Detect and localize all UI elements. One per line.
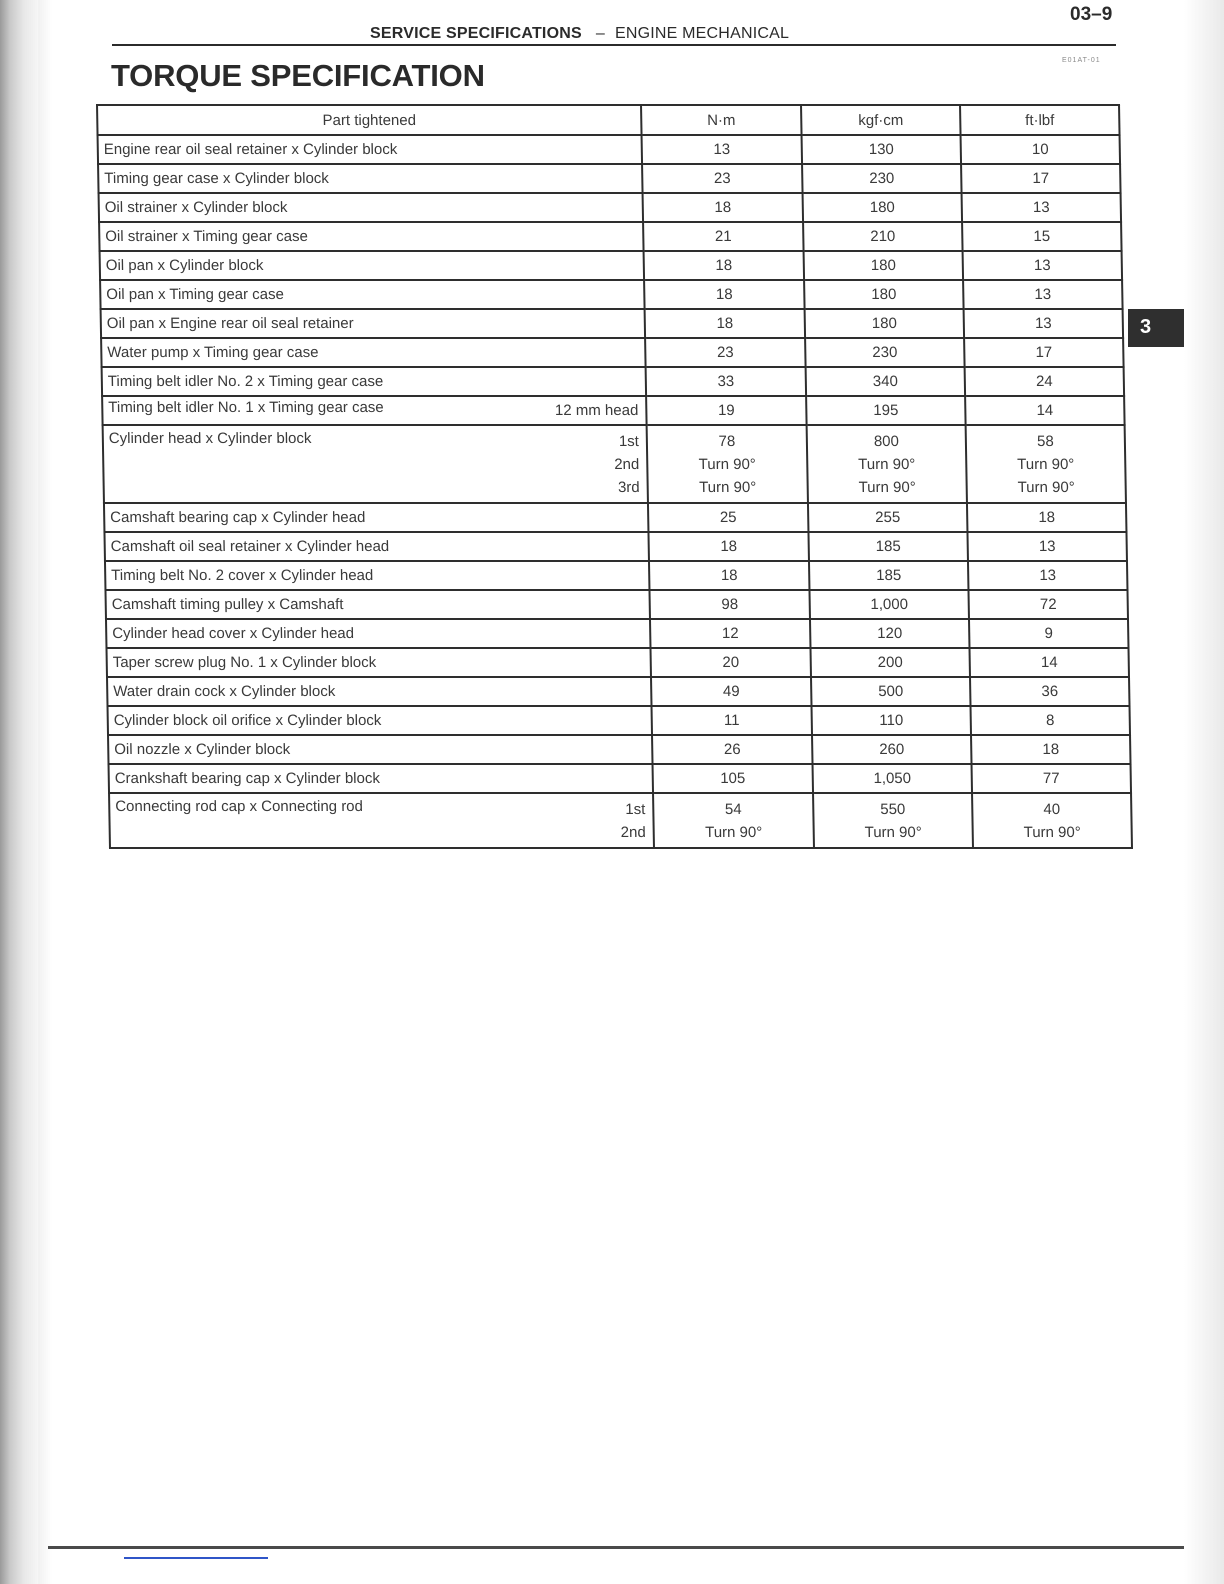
part-note-list bbox=[614, 430, 640, 499]
part-cell bbox=[105, 590, 650, 619]
part-cell bbox=[103, 425, 648, 503]
nm-value-cell bbox=[646, 367, 807, 396]
part-cell bbox=[98, 164, 643, 193]
part-name: Camshaft oil seal retainer x Cylinder head bbox=[110, 538, 390, 555]
torque-value: 210 bbox=[870, 228, 896, 245]
part-name: Connecting rod cap x Connecting rod bbox=[115, 798, 364, 815]
torque-value: 23 bbox=[716, 344, 734, 361]
table-row bbox=[101, 309, 1124, 338]
part-cell-content bbox=[104, 170, 634, 187]
part-cell bbox=[102, 396, 647, 425]
column-header-nm: N·m bbox=[641, 105, 802, 135]
nm-value-cell bbox=[646, 396, 807, 425]
part-name: Camshaft timing pulley x Camshaft bbox=[111, 596, 344, 613]
torque-value: 550 bbox=[880, 801, 906, 818]
part-cell-content bbox=[106, 257, 636, 274]
part-cell bbox=[101, 338, 646, 367]
part-cell bbox=[104, 532, 649, 561]
ft-lbf-value-cell bbox=[970, 677, 1130, 706]
nm-value-cell bbox=[648, 532, 809, 561]
kgf-cm-value-cell bbox=[813, 793, 973, 848]
ft-lbf-value-cell bbox=[968, 590, 1128, 619]
torque-value: 21 bbox=[714, 228, 732, 245]
footer-blue-mark bbox=[124, 1557, 268, 1559]
part-name: Cylinder head x Cylinder block bbox=[108, 430, 312, 447]
torque-value: 120 bbox=[877, 625, 903, 642]
nm-value-cell bbox=[645, 309, 806, 338]
part-name: Engine rear oil seal retainer x Cylinder block bbox=[103, 141, 398, 158]
ft-lbf-value-cell bbox=[969, 648, 1129, 677]
part-note-list bbox=[555, 399, 639, 422]
kgf-cm-value-cell bbox=[811, 677, 971, 706]
ft-lbf-value-cell bbox=[964, 338, 1124, 367]
torque-value: 180 bbox=[871, 286, 897, 303]
table-row bbox=[106, 648, 1129, 677]
document-code: E01AT-01 bbox=[1062, 57, 1101, 64]
kgf-cm-value-cell bbox=[810, 619, 970, 648]
torque-value: 13 bbox=[1032, 199, 1050, 216]
torque-value: 18 bbox=[720, 567, 738, 584]
part-name: Cylinder head cover x Cylinder head bbox=[112, 625, 355, 642]
part-cell-content bbox=[115, 770, 645, 787]
part-cell bbox=[99, 193, 644, 222]
torque-value: 13 bbox=[1038, 538, 1056, 555]
table-row bbox=[106, 619, 1129, 648]
torque-value: 230 bbox=[869, 170, 895, 187]
nm-value-cell bbox=[648, 503, 809, 532]
nm-value-cell bbox=[649, 561, 810, 590]
part-cell-content bbox=[110, 509, 640, 526]
torque-value: Turn 90° bbox=[858, 456, 916, 473]
torque-value: Turn 90° bbox=[858, 479, 916, 496]
part-cell-content bbox=[112, 596, 642, 613]
torque-value: 33 bbox=[717, 373, 735, 390]
ft-lbf-value-cell bbox=[962, 222, 1122, 251]
table-header-row bbox=[97, 105, 1120, 135]
table-row bbox=[108, 706, 1131, 735]
part-cell bbox=[100, 251, 645, 280]
page-number: 03–9 bbox=[1070, 4, 1113, 25]
part-cell bbox=[101, 309, 646, 338]
torque-value: 17 bbox=[1032, 170, 1050, 187]
torque-value: 8 bbox=[1045, 712, 1055, 729]
ft-lbf-value-cell bbox=[972, 793, 1132, 848]
nm-value-cell bbox=[647, 425, 808, 503]
torque-value: 230 bbox=[872, 344, 898, 361]
table-body bbox=[98, 135, 1132, 848]
torque-value: 24 bbox=[1035, 373, 1053, 390]
part-name: Timing belt idler No. 2 x Timing gear case bbox=[107, 373, 384, 390]
part-cell bbox=[107, 677, 652, 706]
part-cell bbox=[106, 619, 651, 648]
kgf-cm-value-cell bbox=[805, 338, 965, 367]
table-row bbox=[102, 396, 1125, 425]
kgf-cm-value-cell bbox=[803, 222, 963, 251]
table-row bbox=[99, 222, 1122, 251]
nm-value-cell bbox=[644, 280, 805, 309]
torque-value: 13 bbox=[1034, 315, 1052, 332]
ft-lbf-value-cell bbox=[963, 280, 1123, 309]
table-row bbox=[100, 251, 1123, 280]
table-row bbox=[109, 764, 1132, 793]
kgf-cm-value-cell bbox=[807, 425, 967, 503]
nm-value-cell bbox=[653, 764, 814, 793]
torque-value: 49 bbox=[722, 683, 740, 700]
kgf-cm-value-cell bbox=[802, 135, 962, 164]
nm-value-cell bbox=[650, 648, 811, 677]
torque-value: 13 bbox=[1039, 567, 1057, 584]
part-name: Oil pan x Timing gear case bbox=[106, 286, 285, 303]
torque-value: 12 bbox=[721, 625, 739, 642]
part-name: Timing belt idler No. 1 x Timing gear case bbox=[108, 399, 384, 416]
torque-value: 15 bbox=[1033, 228, 1051, 245]
torque-value: 36 bbox=[1041, 683, 1059, 700]
torque-value: 800 bbox=[873, 433, 900, 450]
page-edge-shading bbox=[38, 0, 52, 1584]
ft-lbf-value-cell bbox=[963, 251, 1123, 280]
part-cell bbox=[108, 706, 653, 735]
table-row bbox=[105, 590, 1128, 619]
ft-lbf-value-cell bbox=[968, 561, 1128, 590]
nm-value-cell bbox=[650, 619, 811, 648]
torque-value: 98 bbox=[721, 596, 739, 613]
nm-value-cell bbox=[643, 193, 804, 222]
section-tab: 3 bbox=[1128, 309, 1184, 347]
nm-value-cell bbox=[652, 735, 813, 764]
part-cell-content bbox=[107, 344, 637, 361]
part-cell-content bbox=[105, 228, 635, 245]
kgf-cm-value-cell bbox=[802, 164, 962, 193]
part-cell bbox=[109, 793, 654, 848]
part-name: Oil pan x Engine rear oil seal retainer bbox=[106, 315, 354, 332]
torque-value: 18 bbox=[1038, 509, 1056, 526]
table-row bbox=[98, 135, 1121, 164]
kgf-cm-value-cell bbox=[808, 503, 968, 532]
torque-value: 200 bbox=[877, 654, 903, 671]
part-cell-content bbox=[104, 141, 634, 158]
torque-value: 18 bbox=[715, 257, 733, 274]
table-row bbox=[102, 367, 1125, 396]
part-cell-content bbox=[105, 199, 635, 216]
torque-value: 18 bbox=[716, 315, 734, 332]
part-cell bbox=[102, 367, 647, 396]
table-row bbox=[104, 503, 1127, 532]
part-cell-content bbox=[111, 538, 641, 555]
torque-value: 20 bbox=[722, 654, 740, 671]
torque-value: 1,000 bbox=[870, 596, 909, 613]
table-row bbox=[108, 735, 1131, 764]
part-name: Oil strainer x Cylinder block bbox=[104, 199, 288, 216]
part-cell-content bbox=[111, 567, 641, 584]
torque-value: 10 bbox=[1031, 141, 1049, 158]
part-cell bbox=[99, 222, 644, 251]
part-note: 1st bbox=[618, 433, 640, 450]
torque-value: Turn 90° bbox=[1017, 456, 1075, 473]
kgf-cm-value-cell bbox=[805, 309, 965, 338]
torque-value: 25 bbox=[719, 509, 737, 526]
part-name: Oil pan x Cylinder block bbox=[105, 257, 264, 274]
nm-value-cell bbox=[653, 793, 814, 848]
torque-value: 500 bbox=[878, 683, 904, 700]
torque-value: 110 bbox=[879, 712, 904, 729]
part-cell-content bbox=[113, 654, 643, 671]
column-header-ft-lbf: ft·lbf bbox=[960, 105, 1120, 135]
torque-value: 185 bbox=[876, 567, 902, 584]
part-cell-content bbox=[113, 683, 643, 700]
right-edge-shading bbox=[1184, 0, 1224, 1584]
torque-value: 77 bbox=[1042, 770, 1060, 787]
torque-value: 14 bbox=[1040, 654, 1058, 671]
part-cell bbox=[109, 764, 654, 793]
torque-value: 180 bbox=[869, 199, 895, 216]
torque-value: 18 bbox=[1042, 741, 1060, 758]
torque-value: 17 bbox=[1035, 344, 1053, 361]
table-row bbox=[98, 164, 1121, 193]
kgf-cm-value-cell bbox=[804, 251, 964, 280]
torque-value: 13 bbox=[1034, 286, 1052, 303]
header-rule bbox=[112, 44, 1116, 46]
torque-specification-table bbox=[96, 104, 1133, 849]
table-row bbox=[103, 425, 1126, 503]
part-name: Timing gear case x Cylinder block bbox=[104, 170, 329, 187]
nm-value-cell bbox=[652, 706, 813, 735]
nm-value-cell bbox=[645, 338, 806, 367]
part-name: Crankshaft bearing cap x Cylinder block bbox=[114, 770, 381, 787]
ft-lbf-value-cell bbox=[972, 764, 1132, 793]
torque-value: 180 bbox=[871, 315, 897, 332]
part-name: Water drain cock x Cylinder block bbox=[113, 683, 336, 700]
torque-value: 340 bbox=[872, 373, 899, 390]
ft-lbf-value-cell bbox=[969, 619, 1129, 648]
torque-value: 14 bbox=[1036, 402, 1054, 419]
part-note: 2nd bbox=[620, 824, 646, 841]
table-row bbox=[107, 677, 1130, 706]
page-title: TORQUE SPECIFICATION bbox=[111, 58, 485, 93]
kgf-cm-value-cell bbox=[809, 590, 969, 619]
torque-value: 23 bbox=[713, 170, 731, 187]
torque-value: 26 bbox=[723, 741, 741, 758]
ft-lbf-value-cell bbox=[964, 309, 1124, 338]
torque-value: 195 bbox=[873, 402, 899, 419]
kgf-cm-value-cell bbox=[809, 561, 969, 590]
kgf-cm-value-cell bbox=[806, 367, 966, 396]
ft-lbf-value-cell bbox=[967, 532, 1127, 561]
part-cell-content bbox=[106, 286, 636, 303]
header-section: SERVICE SPECIFICATIONS bbox=[370, 25, 582, 42]
torque-value: 130 bbox=[868, 141, 894, 158]
part-cell-content bbox=[115, 798, 646, 844]
nm-value-cell bbox=[642, 135, 803, 164]
torque-value: 1,050 bbox=[873, 770, 912, 787]
torque-value: 72 bbox=[1039, 596, 1057, 613]
kgf-cm-value-cell bbox=[806, 396, 966, 425]
part-name: Timing belt No. 2 cover x Cylinder head bbox=[111, 567, 374, 584]
torque-value: 185 bbox=[875, 538, 901, 555]
torque-value: 105 bbox=[720, 770, 746, 787]
kgf-cm-value-cell bbox=[804, 280, 964, 309]
torque-value: 18 bbox=[714, 199, 732, 216]
ft-lbf-value-cell bbox=[962, 193, 1122, 222]
torque-value: 18 bbox=[720, 538, 738, 555]
nm-value-cell bbox=[642, 164, 803, 193]
torque-value: 78 bbox=[718, 433, 736, 450]
column-header-part: Part tightened bbox=[97, 105, 642, 135]
kgf-cm-value-cell bbox=[810, 648, 970, 677]
torque-value: 19 bbox=[717, 402, 735, 419]
kgf-cm-value-cell bbox=[812, 706, 972, 735]
torque-value: 255 bbox=[875, 509, 901, 526]
ft-lbf-value-cell bbox=[961, 135, 1121, 164]
nm-value-cell bbox=[651, 677, 812, 706]
footer-rule bbox=[48, 1546, 1184, 1549]
torque-value: 180 bbox=[870, 257, 896, 274]
ft-lbf-value-cell bbox=[971, 735, 1131, 764]
nm-value-cell bbox=[649, 590, 810, 619]
part-name: Camshaft bearing cap x Cylinder head bbox=[110, 509, 366, 526]
header-subsection: ENGINE MECHANICAL bbox=[614, 25, 790, 42]
ft-lbf-value-cell bbox=[966, 425, 1126, 503]
torque-value: 18 bbox=[715, 286, 733, 303]
part-cell-content bbox=[114, 712, 644, 729]
part-name: Oil nozzle x Cylinder block bbox=[114, 741, 291, 758]
ft-lbf-value-cell bbox=[961, 164, 1121, 193]
part-name: Cylinder block oil orifice x Cylinder block bbox=[113, 712, 382, 729]
torque-value: 58 bbox=[1036, 433, 1054, 450]
part-cell bbox=[104, 503, 649, 532]
column-header-kgf-cm: kgf·cm bbox=[801, 105, 961, 135]
torque-value: 40 bbox=[1043, 801, 1061, 818]
ft-lbf-value-cell bbox=[965, 396, 1125, 425]
kgf-cm-value-cell bbox=[803, 193, 963, 222]
torque-value: 13 bbox=[1033, 257, 1051, 274]
book-binding-shadow bbox=[0, 0, 38, 1584]
ft-lbf-value-cell bbox=[971, 706, 1131, 735]
torque-value: 260 bbox=[879, 741, 905, 758]
nm-value-cell bbox=[643, 222, 804, 251]
part-cell-content bbox=[112, 625, 642, 642]
torque-value: Turn 90° bbox=[1017, 479, 1075, 496]
torque-value: 11 bbox=[723, 712, 740, 729]
part-cell-content bbox=[108, 399, 638, 422]
torque-value: 13 bbox=[713, 141, 731, 158]
table-row bbox=[105, 561, 1128, 590]
part-cell-content bbox=[114, 741, 644, 758]
torque-value: Turn 90° bbox=[698, 479, 757, 496]
part-note: 3rd bbox=[617, 479, 640, 496]
part-note: 12 mm head bbox=[554, 402, 639, 419]
torque-value: Turn 90° bbox=[1023, 824, 1081, 841]
torque-value: Turn 90° bbox=[864, 824, 922, 841]
part-cell-content bbox=[109, 430, 640, 499]
part-cell bbox=[108, 735, 653, 764]
ft-lbf-value-cell bbox=[965, 367, 1125, 396]
part-cell bbox=[106, 648, 651, 677]
torque-value: Turn 90° bbox=[698, 456, 757, 473]
part-note: 2nd bbox=[614, 456, 640, 473]
part-cell-content bbox=[108, 373, 638, 390]
part-cell bbox=[105, 561, 650, 590]
header-separator: – bbox=[595, 25, 605, 42]
part-name: Oil strainer x Timing gear case bbox=[105, 228, 309, 245]
torque-table-container bbox=[96, 104, 1131, 849]
table-row bbox=[101, 338, 1124, 367]
kgf-cm-value-cell bbox=[808, 532, 968, 561]
table-row bbox=[109, 793, 1132, 848]
table-row bbox=[99, 193, 1122, 222]
ft-lbf-value-cell bbox=[967, 503, 1127, 532]
kgf-cm-value-cell bbox=[812, 735, 972, 764]
nm-value-cell bbox=[644, 251, 805, 280]
part-cell bbox=[98, 135, 643, 164]
table-row bbox=[100, 280, 1123, 309]
part-name: Taper screw plug No. 1 x Cylinder block bbox=[112, 654, 377, 671]
table-row bbox=[104, 532, 1127, 561]
kgf-cm-value-cell bbox=[813, 764, 973, 793]
part-cell-content bbox=[107, 315, 637, 332]
torque-value: 9 bbox=[1044, 625, 1054, 642]
part-note: 1st bbox=[625, 801, 646, 818]
torque-value: Turn 90° bbox=[704, 824, 763, 841]
part-cell bbox=[100, 280, 645, 309]
torque-value: 54 bbox=[724, 801, 742, 818]
part-name: Water pump x Timing gear case bbox=[107, 344, 319, 361]
running-header bbox=[370, 25, 789, 43]
part-note-list bbox=[620, 798, 646, 844]
